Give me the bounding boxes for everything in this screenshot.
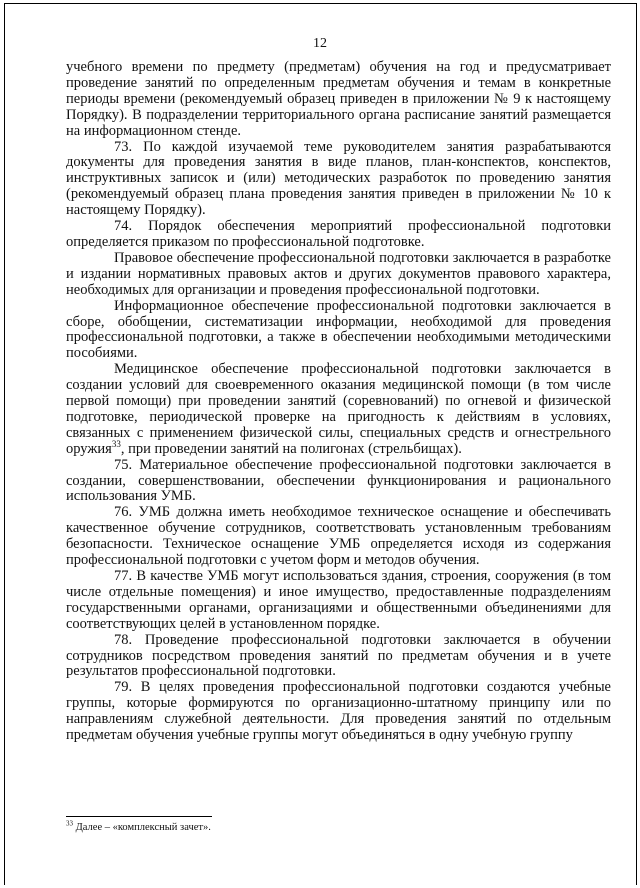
footnote-text: Далее – «комплексный зачет».: [73, 822, 211, 833]
paragraph: 76. УМБ должна иметь необходимое техническое оснащение и обеспечивать качественное обучение сотрудников, соответствовать установленным требованиям безопасности. Техническое оснащение УМБ определяется исходя из содержания профессиональной подготовки с учетом форм и методов обучения.: [66, 504, 611, 569]
page-number: 12: [313, 36, 327, 51]
page-border-top: [4, 3, 636, 4]
footnote-reference: 33: [111, 438, 121, 449]
paragraph: 78. Проведение профессиональной подготовки заключается в обучении сотрудников посредством проведения занятий по предметам обучения и в учете результатов профессиональной подготовки.: [66, 631, 611, 680]
paragraph: 75. Материальное обеспечение профессиональной подготовки заключается в создании, совершенствовании, обеспечении функционирования и рационального использования УМБ.: [66, 456, 611, 505]
page-border-left: [4, 3, 5, 885]
paragraph: 77. В качестве УМБ могут использоваться здания, строения, сооружения (в том числе отдельные помещения) и иное имущество, предоставленные подразделениям государственными органами, организациями и общественными объединениями для соответствующих целей в установленном порядке.: [66, 568, 611, 632]
paragraph: Правовое обеспечение профессиональной подготовки заключается в разработке и издании нормативных правовых актов и других документов правового характера, необходимых для организации и проведения профессиональной подготовки.: [66, 249, 611, 298]
paragraph: 73. По каждой изучаемой теме руководителем занятия разрабатываются документы для проведения занятия в виде планов, план-конспектов, конспектов, инструктивных записок и (или) методических разработок по проведению занятия (рекомендуемый образец плана проведения занятия приведен в приложении № 10 к настоящему Порядку).: [66, 138, 611, 219]
paragraph: Информационное обеспечение профессиональной подготовки заключается в сборе, обобщении, систематизации информации, необходимой для проведения профессиональной подготовки, а также в обеспечении необходимыми методическими пособиями.: [66, 297, 611, 362]
paragraph-text: Медицинское обеспечение профессиональной подготовки заключается в создании условий для своевременного оказания медицинской помощи (в том числе первой помощи) при проведении занятий (соревнований) по огневой и физической подготовке, периодической проверке на пригодность к действиям в условиях, связанных с применением физической силы, специальных средств и огнестрельного оружия: [66, 361, 611, 457]
footnote-mark: 33: [66, 819, 73, 828]
paragraph: 79. В целях проведения профессиональной подготовки создаются учебные группы, которые формируются по организационно-штатному принципу или по направлениям служебной деятельности. Для проведения занятий по отдельным предметам обучения учебные группы могут объединяться в одну учебную группу: [66, 679, 611, 744]
paragraph: 74. Порядок обеспечения мероприятий профессиональной подготовки определяется приказом по профессиональной подготовке.: [66, 218, 611, 250]
paragraph: [66, 362, 611, 457]
document-body: [66, 60, 611, 744]
paragraph-text-continued: , при проведении занятий на полигонах (стрельбищах).: [120, 440, 462, 457]
footnote: [66, 819, 211, 833]
paragraph: учебного времени по предмету (предметам) обучения на год и предусматривает проведение занятий по определенным предметам обучения и темам в конкретные периоды времени (рекомендуемый образец приведен в приложении № 9 к настоящему Порядку). В подразделении территориального органа расписание занятий размещается на информационном стенде.: [66, 59, 611, 139]
footnote-separator: [66, 816, 212, 817]
page-border-right: [636, 3, 637, 885]
